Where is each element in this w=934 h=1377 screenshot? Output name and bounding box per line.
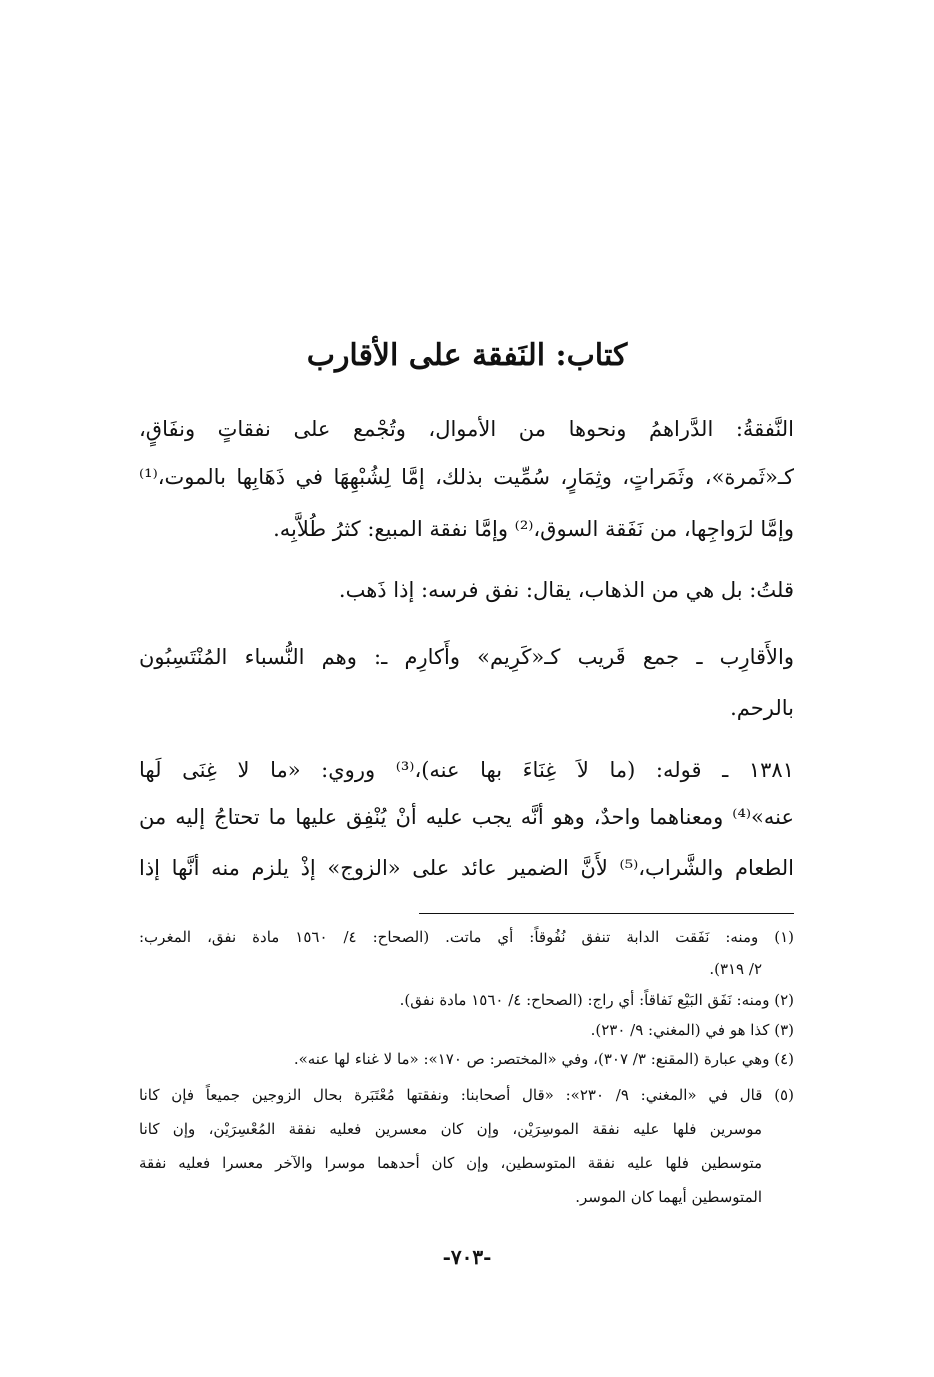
footnote-line: (١) ومنه: نَفَقت الدابة تنفق نُفُوقاً: أي ماتت. (الصحاح: ٤/ ١٥٦٠ مادة نفق، المغرب: (139, 928, 794, 946)
footnote-line: (٤) وهي عبارة (المقنع: ٣/ ٣٠٧)، وفي «المختصر: ص ١٧٠»: «ما لا غناء لها عنه». (293, 1050, 794, 1068)
footnote-separator (419, 913, 794, 914)
body-line: بالرحم. (730, 696, 794, 720)
footnote-line: ٢/ ٣١٩). (709, 960, 762, 978)
body-line: ١٣٨١ ـ قوله: (ما لاَ غِنَاءَ بها عنه)،⁽³⁾ وروي: «ما لا غِنَى لَها (139, 758, 794, 782)
body-line: وإمَّا لرَواجِها، من نَفَقة السوق،⁽²⁾ وإمَّا نفقة المبيع: كثرُ طُلاَّبِه. (273, 517, 794, 541)
body-line: عنه»⁽⁴⁾ ومعناهما واحدٌ، وهو أنَّه يجب عليه أنْ يُنْفِق عليها ما تحتاجُ إليه من (139, 805, 794, 829)
body-line: قلتُ: بل هي من الذهاب، يقال: نفق فرسه: إذا ذَهب. (338, 578, 794, 602)
footnote-line: المتوسطين أيهما كان الموسر. (575, 1188, 762, 1206)
footnote-line: (٣) كذا هو في (المغني: ٩/ ٢٣٠). (590, 1021, 794, 1039)
body-line: كـ«ثَمرة»، وثَمَراتٍ، وثِمَارٍ، سُمِّيت بذلك، إمَّا لِشُبْهِهَا في ذَهَابِها بالموت،⁽¹⁾ (139, 465, 794, 489)
body-line: والأَقارِب ـ جمع قَريب كـ«كَرِيم» وأَكارِم ـ: وهم النُّسباء المُنْتَسِبُون (139, 645, 794, 669)
page-number: -٧٠٣- (442, 1245, 492, 1269)
body-line: النَّفقةُ: الدَّراهمُ ونحوها من الأموال، وتُجْمع على نفقاتٍ ونفَاقٍ، (139, 417, 794, 441)
footnote-line: (٢) ومنه: نَفَق البَيْع نَفاقاً: أي راج: (الصحاح: ٤/ ١٥٦٠ مادة نفق). (399, 991, 794, 1009)
body-line: الطعام والشَّراب،⁽⁵⁾ لأَنَّ الضمير عائد على «الزوج» إذْ يلزم منه أنَّها إذا (139, 856, 794, 880)
footnote-line: موسرين فلها عليه نفقة الموسِرَيْن، وإن كان معسرين فعليه نفقة المُعْسِرَيْن، وإن كانا (139, 1120, 762, 1138)
footnote-line: متوسطين فلها عليه نفقة المتوسطين، وإن كان أحدهما موسرا والآخر معسرا فعليه نفقة (139, 1154, 762, 1172)
chapter-title: كتاب: النَفقة على الأقارب (306, 338, 628, 373)
footnote-line: (٥) قال في «المغني: ٩/ ٢٣٠»: «قال أصحابنا: ونفقتها مُعْتَبَرة بحال الزوجين جميعاً فإن كانا (139, 1086, 794, 1104)
